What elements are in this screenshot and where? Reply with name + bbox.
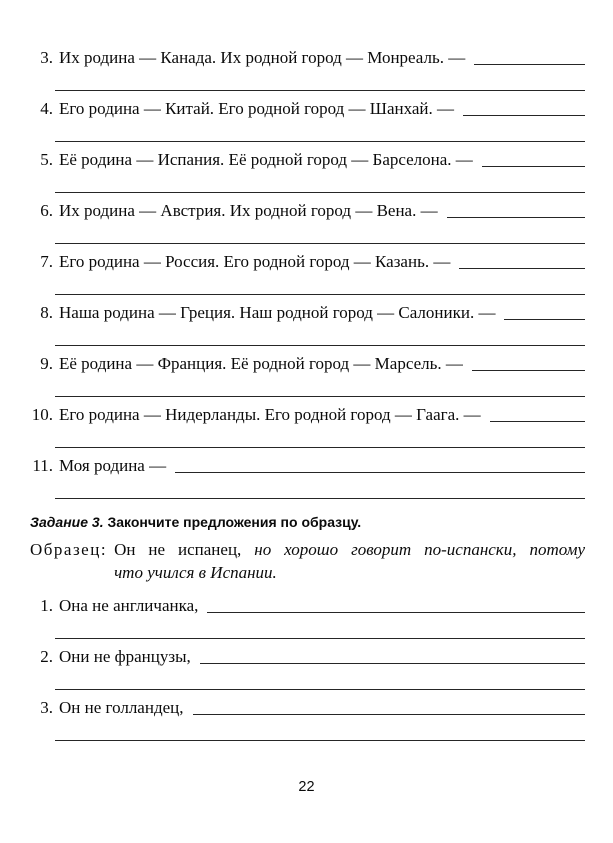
exercise-item [30, 695, 585, 741]
item-text: Их родина — Канада. Их родной город — Монреаль. — [59, 48, 466, 67]
item-number: 11. [32, 456, 53, 475]
answer-blank-line [55, 618, 585, 639]
example-italic-part1: но хорошо говорит по-испански, потому [254, 540, 585, 559]
exercise-item [30, 96, 585, 142]
exercise-item [30, 593, 585, 639]
exercise-item [30, 453, 585, 499]
example-label: Образец: [30, 540, 108, 559]
exercise-item [30, 351, 585, 397]
item-text: Его родина — Китай. Его родной город — Шанхай. — [59, 99, 455, 118]
task-instruction: Закончите предложения по образцу. [103, 514, 362, 530]
answer-blank [472, 370, 585, 371]
exercise-item [30, 45, 585, 91]
answer-blank [463, 115, 585, 116]
example-block [30, 538, 585, 584]
task-heading [30, 512, 585, 532]
exercise-2-items [30, 45, 585, 499]
item-number: 1. [40, 596, 53, 615]
answer-blank-line [55, 325, 585, 346]
answer-blank [193, 714, 586, 715]
example-text-line1 [114, 538, 585, 561]
example-text-line2: что учился в Испании. [114, 563, 277, 582]
item-text: Её родина — Испания. Её родной город — Барселона. — [59, 150, 473, 169]
answer-blank-line [55, 669, 585, 690]
answer-blank [207, 612, 585, 613]
answer-blank [200, 663, 585, 664]
answer-blank-line [55, 274, 585, 295]
item-number: 2. [40, 647, 53, 666]
task-3-items [30, 593, 585, 741]
item-text: Её родина — Франция. Её родной город — Марсель. — [59, 354, 463, 373]
item-number: 8. [40, 303, 53, 322]
example-text [114, 538, 585, 584]
item-text: Она не англичанка, [59, 596, 199, 615]
item-number: 9. [40, 354, 53, 373]
item-text: Его родина — Нидерланды. Его родной город — Гаага. — [59, 405, 481, 424]
item-number: 10. [31, 405, 53, 424]
answer-blank-line [55, 70, 585, 91]
item-number: 4. [40, 99, 53, 118]
answer-blank [482, 166, 585, 167]
answer-blank [459, 268, 585, 269]
answer-blank-line [55, 121, 585, 142]
answer-blank [474, 64, 585, 65]
exercise-item [30, 402, 585, 448]
item-text: Они не французы, [59, 647, 191, 666]
exercise-item [30, 249, 585, 295]
page-number: 22 [298, 779, 315, 795]
answer-blank [447, 217, 585, 218]
answer-blank-line [55, 478, 585, 499]
item-text: Их родина — Австрия. Их родной город — Вена. — [59, 201, 438, 220]
item-number: 6. [40, 201, 53, 220]
item-number: 3. [40, 48, 53, 67]
item-number: 5. [40, 150, 53, 169]
item-text: Его родина — Россия. Его родной город — Казань. — [59, 252, 451, 271]
answer-blank-line [55, 223, 585, 244]
exercise-item [30, 300, 585, 346]
answer-blank-line [55, 376, 585, 397]
exercise-item [30, 644, 585, 690]
answer-blank [490, 421, 585, 422]
task-label: Задание 3. [30, 514, 104, 530]
item-text: Моя родина — [59, 456, 167, 475]
answer-blank-line [55, 720, 585, 741]
item-text: Он не голландец, [59, 698, 184, 717]
answer-blank [175, 472, 585, 473]
example-normal-part: Он не испанец, [114, 540, 255, 559]
exercise-item [30, 198, 585, 244]
answer-blank-line [55, 172, 585, 193]
exercise-item [30, 147, 585, 193]
item-number: 3. [40, 698, 53, 717]
answer-blank [504, 319, 585, 320]
answer-blank-line [55, 427, 585, 448]
item-text: Наша родина — Греция. Наш родной город — Салоники. — [59, 303, 496, 322]
item-number: 7. [40, 252, 53, 271]
